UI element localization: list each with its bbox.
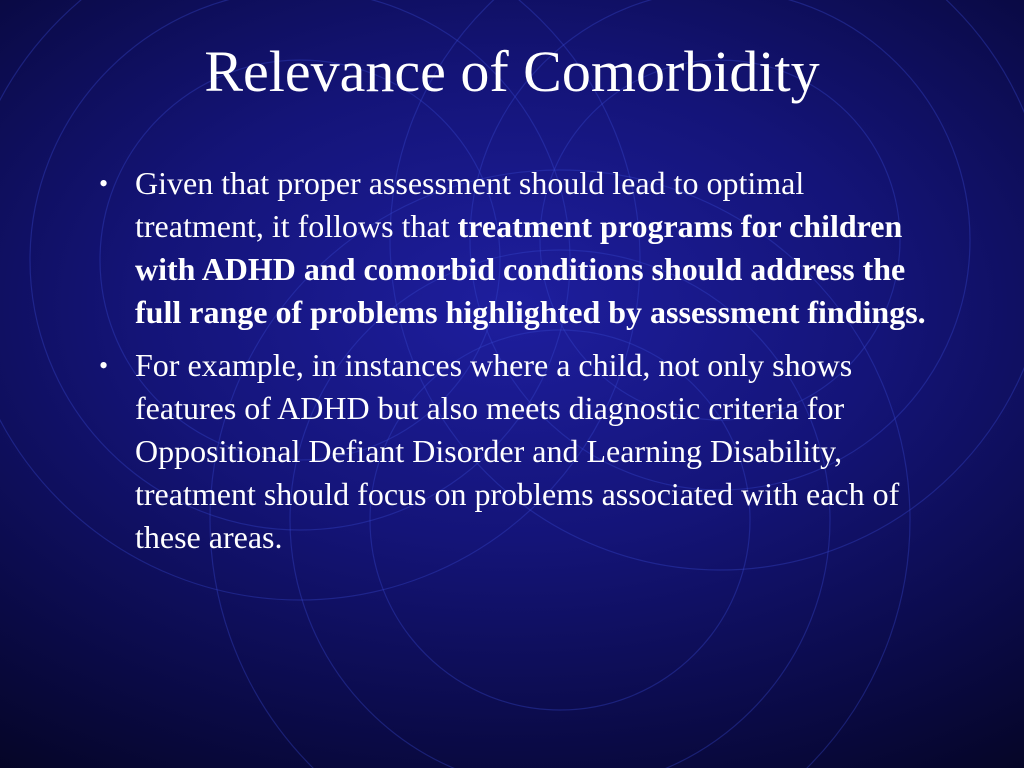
bullet-text-bold: treatment programs for children with ADHD and comorbid conditions should address the full range of problems highlighted by assessment findings. [135,208,926,330]
bullet-marker: • [99,351,109,380]
bullet-item [95,162,935,334]
slide-title: Relevance of Comorbidity [204,39,820,104]
bullet-item [95,344,935,559]
bullet-marker: • [99,169,109,198]
bullet-list [95,162,935,569]
bullet-text: For example, in instances where a child, not only shows features of ADHD but also meets diagnostic criteria for Oppositional Defiant Disorder and Learning Disability, treatment should focus on problems associated with each of these areas. [135,347,900,555]
bullet-text: Given that proper assessment should lead to optimal treatment, it follows that [135,165,805,244]
